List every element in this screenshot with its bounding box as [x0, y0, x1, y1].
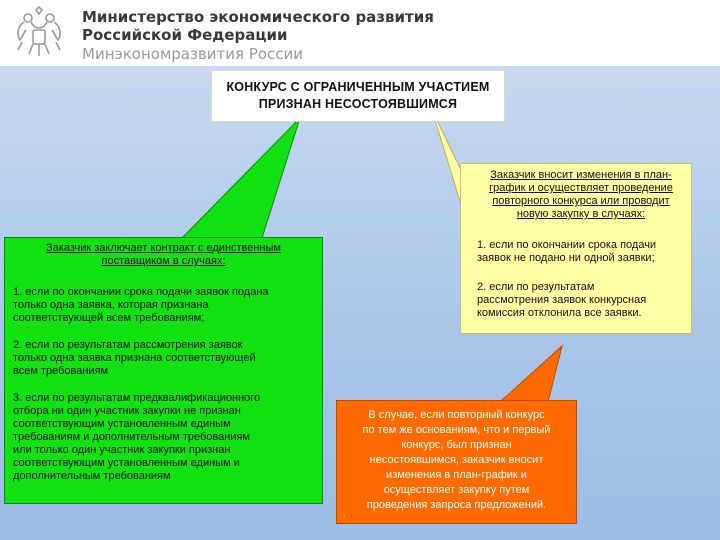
single-supplier-item-3: 3. если по результатам предквалификационного отбора ни один участник закупки не признан соответствующим установленным единым требованиям и дополнительным требованиям или только один участник закупки признан соответствующим установленным единым и дополнительным требованиям: [13, 392, 261, 482]
ministry-name-line2: Российской Федерации: [82, 26, 288, 44]
request-for-proposals-text: В случае, если повторный конкурс по тем же основаниям, что и первый конкурс, был признан несостоявшимся, заказчик вносит изменения в план-график и осуществляет закупку путем проведения запроса предложений.: [362, 409, 551, 511]
repeat-procurement-item-1: 1. если по окончании срока подачи заявок не подано ни одной заявки;: [477, 239, 657, 264]
orange-callout-pointer: [500, 346, 562, 402]
request-for-proposals-box: [336, 400, 577, 524]
repeat-procurement-box: [460, 163, 692, 334]
title-box: [211, 70, 505, 122]
stray-mark: .: [343, 508, 346, 518]
single-supplier-heading: Заказчик заключает контракт с единственным поставщиком в случаях:: [46, 242, 281, 267]
single-supplier-item-1: 1. если по окончании срока подачи заявок подана только одна заявка, которая признана соответствующей всем требованиям;: [13, 286, 269, 324]
ministry-short-name: Минэкономразвития России: [82, 45, 304, 63]
yellow-callout-pointer: [432, 110, 462, 208]
single-supplier-item-2: 2. если по результатам рассмотрения заявок только одна заявка признана соответствующей всем требованиям: [13, 339, 256, 377]
single-supplier-box: [4, 237, 323, 504]
ministry-name-line1: Министерство экономического развития: [82, 8, 434, 26]
repeat-procurement-item-2: 2. если по результатам рассмотрения заявок конкурсная комиссия отклонила все заявки.: [477, 281, 647, 319]
repeat-procurement-heading: Заказчик вносит изменения в план- график и осуществляет проведение повторного конкурса или проводит новую закупку в случаях:: [489, 169, 673, 220]
green-callout-pointer: [182, 118, 300, 238]
diagram-title: КОНКУРС С ОГРАНИЧЕННЫМ УЧАСТИЕМ ПРИЗНАН НЕСОСТОЯВШИМСЯ: [226, 80, 490, 111]
